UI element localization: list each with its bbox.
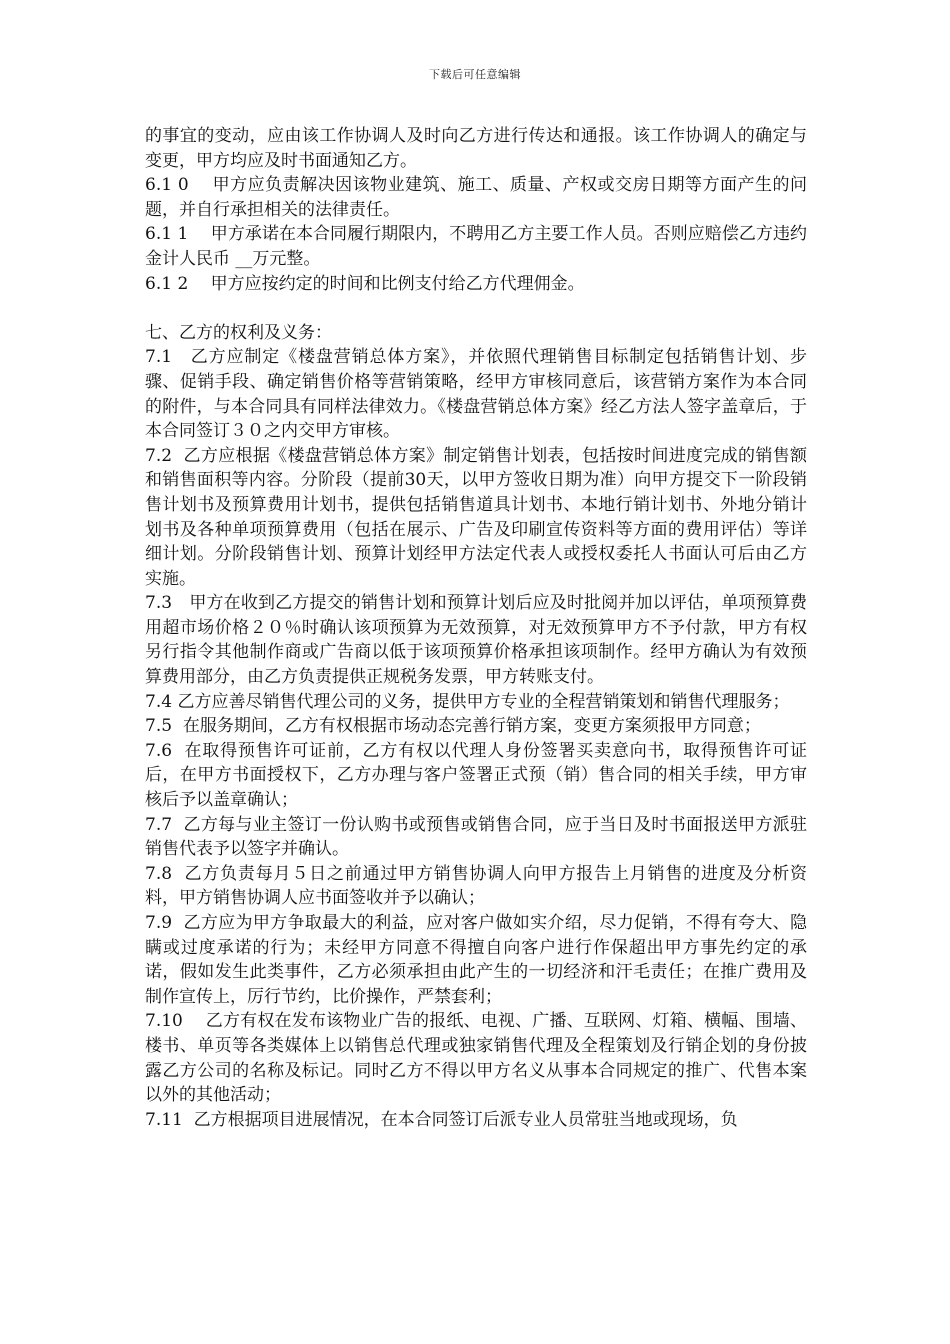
- clause-7-3: 7.3 甲方在收到乙方提交的销售计划和预算计划后应及时批阅并加以评估，单项预算费用超市场价格２０％时确认该项预算为无效预算，对无效预算甲方不予付款，甲方有权另行指令其他制作商或广告商以低于该项预算价格承担该项制作。经甲方确认为有效预算费用部分，由乙方负责提供正规税务发票，甲方转账支付。: [145, 593, 807, 688]
- clause-7-1: 7.1 乙方应制定《楼盘营销总体方案》，并依照代理销售目标制定包括销售计划、步骤、促销手段、确定销售价格等营销策略，经甲方审核同意后，该营销方案作为本合同的附件，与本合同具有同样法律效力。《楼盘营销总体方案》经乙方法人签字盖章后，于本合同签订３０之内交甲方审核。: [145, 347, 807, 442]
- clause-7-7: 7.7 乙方每与业主签订一份认购书或预售或销售合同，应于当日及时书面报送甲方派驻销售代表予以签字并确认。: [145, 814, 807, 860]
- clause-7-11: 7.11 乙方根据项目进展情况，在本合同签订后派专业人员常驻当地或现场，负: [145, 1109, 738, 1130]
- clause-6-11: 6.1 1 甲方承诺在本合同履行期限内，不聘用乙方主要工作人员。否则应赔偿乙方违约金计人民币 __万元整。: [145, 224, 807, 269]
- document-body: [145, 124, 807, 1132]
- clause-6-12: 6.1 2 甲方应按约定的时间和比例支付给乙方代理佣金。: [145, 273, 585, 294]
- clause-7-5: 7.5 在服务期间，乙方有权根据市场动态完善行销方案，变更方案须报甲方同意；: [145, 716, 761, 737]
- clause-7-8: 7.8 乙方负责每月５日之前通过甲方销售协调人向甲方报告上月销售的进度及分析资料，甲方销售协调人应书面签收并予以确认；: [145, 863, 807, 909]
- paragraph-continuation: 的事宜的变动，应由该工作协调人及时向乙方进行传达和通报。该工作协调人的确定与变更，甲方均应及时书面通知乙方。: [145, 126, 807, 171]
- clause-7-9: 7.9 乙方应为甲方争取最大的利益，应对客户做如实介绍，尽力促销，不得有夸大、隐瞒或过度承诺的行为；未经甲方同意不得擅自向客户进行作保超出甲方事先约定的承诺，假如发生此类事件，乙方必须承担由此产生的一切经济和汗毛责任；在推广费用及制作宣传上，厉行节约，比价操作，严禁套利；: [145, 913, 807, 1007]
- page-header: 下载后可任意编辑: [429, 68, 521, 81]
- paragraph-spacer: [145, 296, 807, 321]
- clause-6-10: 6.1 0 甲方应负责解决因该物业建筑、施工、质量、产权或交房日期等方面产生的问题，并自行承担相关的法律责任。: [145, 175, 807, 220]
- clause-7-6: 7.6 在取得预售许可证前，乙方有权以代理人身份签署买卖意向书，取得预售许可证后，在甲方书面授权下，乙方办理与客户签署正式预（销）售合同的相关手续，甲方审核后予以盖章确认；: [145, 740, 807, 811]
- clause-7-4: 7.4 乙方应善尽销售代理公司的义务，提供甲方专业的全程营销策划和销售代理服务；: [145, 691, 790, 712]
- clause-7-2: 7.2 乙方应根据《楼盘营销总体方案》制定销售计划表，包括按时间进度完成的销售额和销售面积等内容。分阶段（提前30天，以甲方签收日期为准）向甲方提交下一阶段销售计划书及预算费用计划书，提供包括销售道具计划书、本地行销计划书、外地分销计划书及各种单项预算费用（包括在展示、广告及印刷宣传资料等方面的费用评估）等详细计划。分阶段销售计划、预算计划经甲方法定代表人或授权委托人书面认可后由乙方实施。: [145, 445, 807, 589]
- clause-7-10: 7.10 乙方有权在发布该物业广告的报纸、电视、广播、互联网、灯箱、横幅、围墙、楼书、单页等各类媒体上以销售总代理或独家销售代理及全程策划及行销企划的身份披露乙方公司的名称及标记。同时乙方不得以甲方名义从事本合同规定的推广、代售本案以外的其他活动；: [145, 1011, 807, 1106]
- section-heading-7: 七、乙方的权利及义务：: [145, 322, 332, 343]
